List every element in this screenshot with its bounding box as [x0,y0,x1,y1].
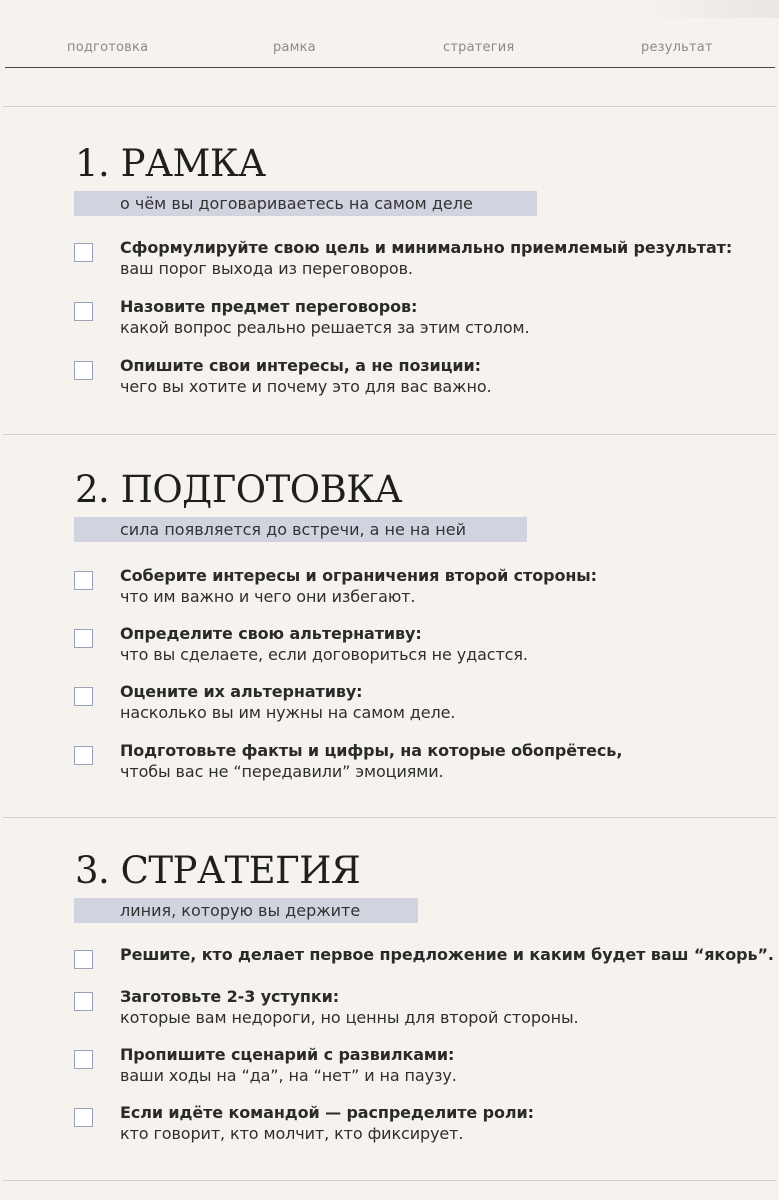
item-title: Оцените их альтернативу: [120,682,363,701]
nav-underline [5,67,775,68]
item-description: какой вопрос реально решается за этим столом. [120,318,530,337]
checkbox[interactable] [74,361,93,380]
item-description: ваш порог выхода из переговоров. [120,259,413,278]
item-title: Сформулируйте свою цель и минимально приемлемый результат: [120,238,733,257]
section-preparation [0,467,779,797]
item-description: чтобы вас не “передавили” эмоциями. [120,762,444,781]
checkbox[interactable] [74,992,93,1011]
item-title: Если идёте командой — распределите роли: [120,1103,534,1122]
item-description: что им важно и чего они избегают. [120,587,416,606]
section-strategy [0,848,779,1168]
nav-item-strategy[interactable]: стратегия [443,40,515,55]
section-subtitle-highlight [74,191,537,216]
item-description: ваши ходы на “да”, на “нет” и на паузу. [120,1066,457,1085]
item-description: чего вы хотите и почему это для вас важно. [120,377,492,396]
section-subtitle-highlight [74,898,418,923]
checkbox[interactable] [74,746,93,765]
section-subtitle: о чём вы договариваетесь на самом деле [120,194,473,213]
item-title: Подготовьте факты и цифры, на которые обопрётесь, [120,741,623,760]
item-description: что вы сделаете, если договориться не удастся. [120,645,528,664]
item-description: кто говорит, кто молчит, кто фиксирует. [120,1124,464,1143]
item-title: Определите свою альтернативу: [120,624,422,643]
item-title: Назовите предмет переговоров: [120,297,418,316]
nav-item-result[interactable]: результат [641,40,713,55]
section-divider [3,434,776,435]
checkbox[interactable] [74,950,93,969]
item-title: Заготовьте 2-3 уступки: [120,987,340,1006]
section-subtitle: линия, которую вы держите [120,901,361,920]
item-title: Решите, кто делает первое предложение и каким будет ваш “якорь”. [120,945,774,964]
item-title: Соберите интересы и ограничения второй стороны: [120,566,597,585]
item-description: которые вам недороги, но ценны для второй стороны. [120,1008,579,1027]
section-subtitle-highlight [74,517,527,542]
checkbox[interactable] [74,629,93,648]
top-nav [0,0,779,70]
item-title: Пропишите сценарий с развилками: [120,1045,455,1064]
checkbox[interactable] [74,1050,93,1069]
section-frame [0,141,779,421]
checkbox[interactable] [74,243,93,262]
item-description: насколько вы им нужны на самом деле. [120,703,456,722]
item-title: Опишите свои интересы, а не позиции: [120,356,481,375]
checkbox[interactable] [74,302,93,321]
section-title: 3. СТРАТЕГИЯ [75,849,361,892]
checkbox[interactable] [74,687,93,706]
nav-item-preparation[interactable]: подготовка [67,40,149,55]
section-divider [3,1180,776,1181]
section-title: 2. ПОДГОТОВКА [75,468,402,511]
section-title: 1. РАМКА [75,142,266,185]
section-divider [3,106,776,107]
section-divider [3,817,776,818]
nav-item-frame[interactable]: рамка [273,40,316,55]
checkbox[interactable] [74,571,93,590]
checkbox[interactable] [74,1108,93,1127]
section-subtitle: сила появляется до встречи, а не на ней [120,520,466,539]
